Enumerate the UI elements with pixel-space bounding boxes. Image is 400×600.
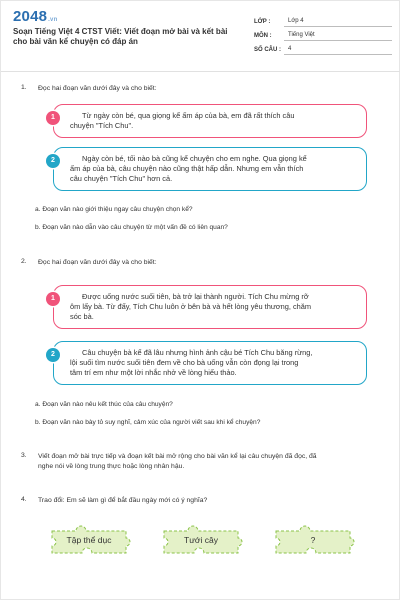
badge-1: 1 — [46, 111, 60, 125]
q1-paragraph-1: 1 Từ ngày còn bé, qua giọng kể ấm áp của bà, em đã rất thích câu chuyện "Tích Chu". — [53, 104, 367, 138]
info-grade-row: LỚP : Lớp 4 — [254, 13, 392, 27]
answer-chip-exercise: Tập thể dục — [46, 525, 132, 557]
q1-paragraph-2: 2 Ngày còn bé, tối nào bà cũng kể chuyện cho em nghe. Qua giọng kể ấm áp của bà, câu chuyện nào cũng thật hấp dẫn. Nhưng em vẫn thích câu chuyện "Tích Chu" hơn cả. — [53, 147, 367, 191]
q2-sub-b: b. Đoạn văn nào bày tỏ suy nghĩ, cảm xúc của người viết sau khi kể chuyện? — [35, 419, 261, 426]
q1-sub-a: a. Đoạn văn nào giới thiệu ngay câu chuyện chọn kể? — [35, 206, 193, 213]
badge-2: 2 — [46, 154, 60, 168]
header-divider — [1, 71, 400, 72]
site-logo[interactable]: 2048.vn — [13, 8, 58, 25]
info-subject-row: MÔN : Tiếng Việt — [254, 27, 392, 41]
badge-2: 2 — [46, 348, 60, 362]
info-box — [254, 13, 392, 55]
answer-chip-watering: Tưới cây — [158, 525, 244, 557]
answer-chip-unknown: ? — [270, 525, 356, 557]
q2-paragraph-2: 2 Câu chuyện bà kể đã lâu nhưng hình ảnh cậu bé Tích Chu băng rừng, lội suối tìm nước suối tiên đem về cho bà uống vẫn còn đọng lại trong tâm trí em như một lời nhắc nhở về lòng hiếu thảo. — [53, 341, 367, 385]
q2-paragraph-1: 1 Được uống nước suối tiên, bà trở lại thành người. Tích Chu mừng rỡ ôm lấy bà. Từ đấy, Tích Chu luôn ở bên bà và hết lòng yêu thương, chăm sóc bà. — [53, 285, 367, 329]
q2-sub-a: a. Đoạn văn nào nêu kết thúc của câu chuyện? — [35, 401, 173, 408]
q1-sub-b: b. Đoạn văn nào dẫn vào câu chuyện từ một vấn đề có liên quan? — [35, 224, 228, 231]
worksheet-page: 2048.vn Soạn Tiếng Việt 4 CTST Viết: Viết đoạn mở bài và kết bài cho bài văn kể chuyện có đáp án LỚP : Lớp 4 MÔN : Tiếng Việt SỐ CÂU : 4 1. Đọc hai đoạn văn dưới đây và cho biết: 1 Từ ngày còn bé, qua giọng kể ấm áp của bà, em đã rất thích câu chuyện "Tích Chu". 2 Ngày còn bé, tối nào bà cũng kể chuyện cho em nghe. Qua giọng kể ấm áp của bà, câu chuyện nào cũng thật hấp dẫn. Nhưng em vẫn thích câu chuyện "Tích Chu" hơn cả. a. Đoạn văn nào giới thiệu ngay câu chuyện chọn kể? b. Đoạn văn nào dẫn vào câu chuyện từ một vấn đề có liên quan? 2. Đọc hai đoạn văn dưới đây và cho biết: 1 Được uống nước suối tiên, bà trở lại thành người. Tích Chu mừng rỡ ôm lấy bà. Từ đấy, Tích Chu luôn ở bên bà và hết lòng yêu thương, chăm sóc bà. 2 Câu chuyện bà kể đã lâu nhưng hình ảnh cậu bé Tích Chu băng rừng, lội suối tìm nước suối tiên đem về cho bà uống vẫn còn đọng lại trong tâm trí em như một lời nhắc nhở về lòng hiếu thảo. a. Đoạn văn nào nêu kết thúc của câu chuyện? b. Đoạn văn nào bày tỏ suy nghĩ, cảm xúc của người viết sau khi kể chuyện? 3. Viết đoạn mở bài trực tiếp và đoạn kết bài mở rộng cho bài văn kể lại câu chuyện đã đọc, đã nghe nói về lòng trung thực hoặc lòng nhân hậu. 4. Trao đổi: Em sẽ làm gì để bắt đầu ngày mới có ý nghĩa? Tập thể dục Tưới cây ? — [0, 0, 400, 600]
info-count-row: SỐ CÂU : 4 — [254, 41, 392, 55]
document-title: Soạn Tiếng Việt 4 CTST Viết: Viết đoạn mở bài và kết bài cho bài văn kể chuyện có đáp án — [13, 27, 228, 46]
worksheet-header — [1, 1, 400, 67]
badge-1: 1 — [46, 292, 60, 306]
